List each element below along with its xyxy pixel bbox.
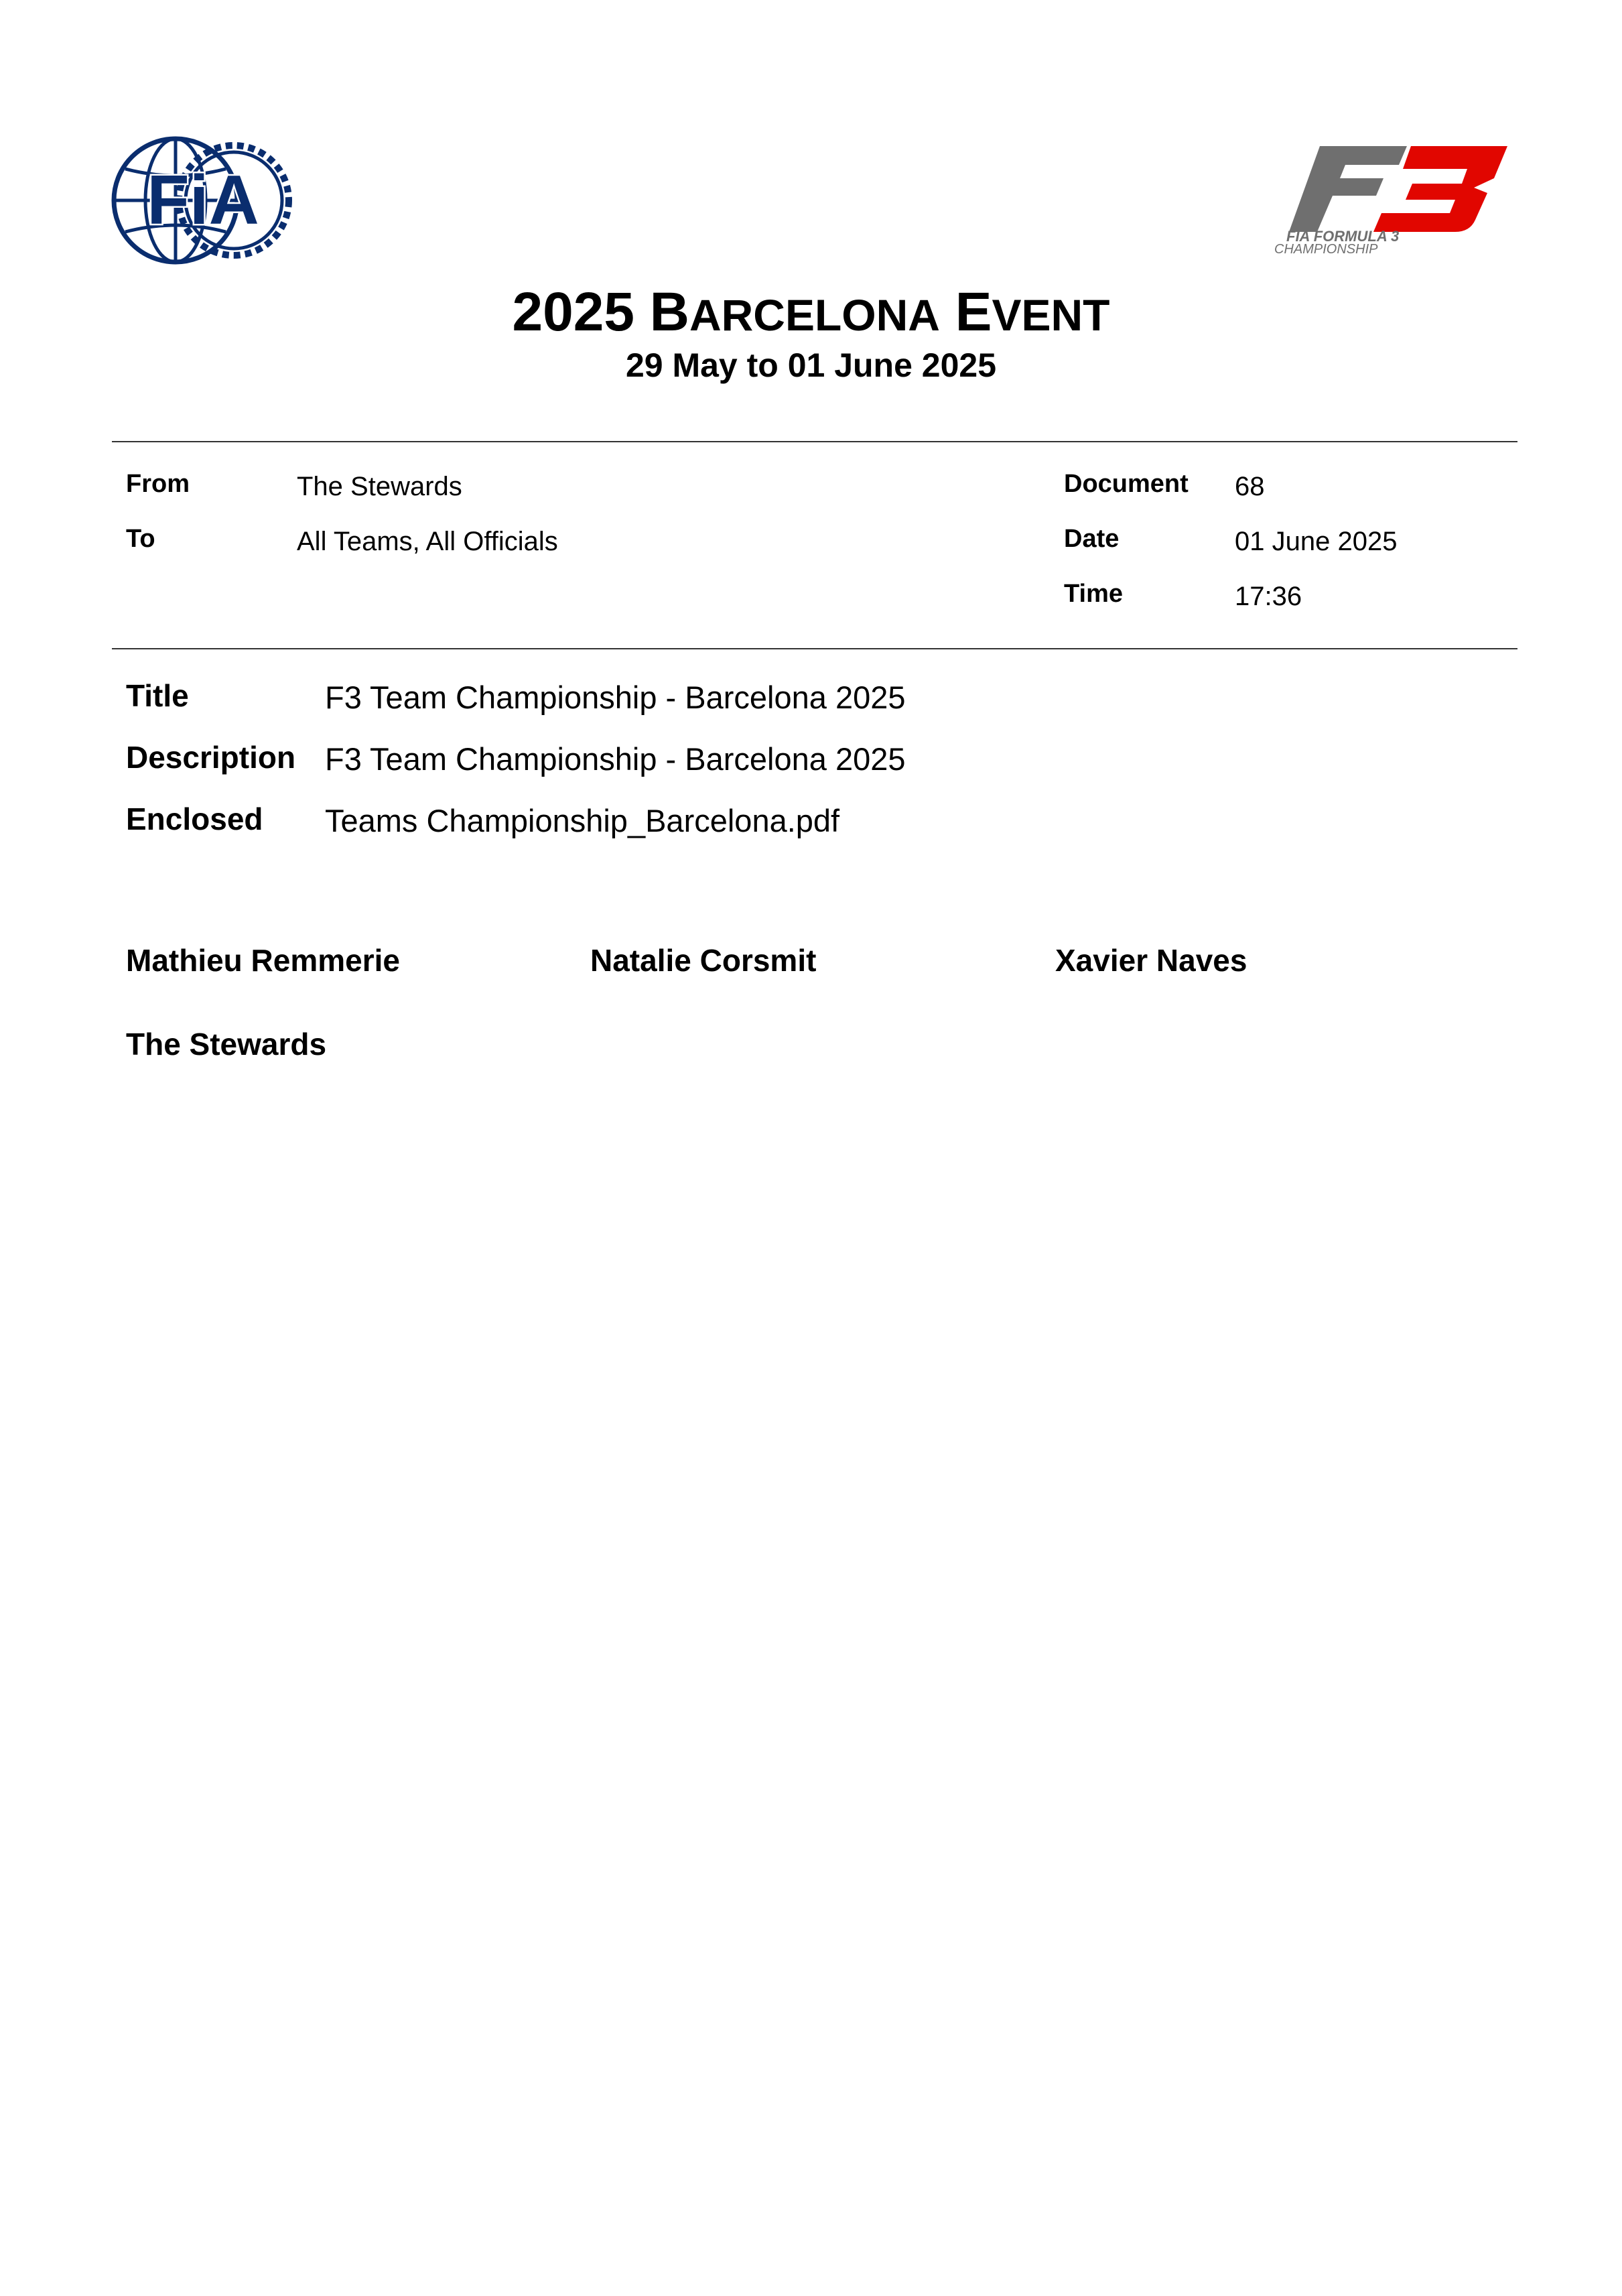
- f3-logo-line1: FIA FORMULA 3: [1286, 228, 1400, 245]
- enclosed-attachment[interactable]: Teams Championship_Barcelona.pdf: [325, 803, 840, 838]
- svg-text:FiA: FiA: [147, 162, 259, 239]
- event-year: 2025: [512, 281, 634, 342]
- document-number: 68: [1235, 472, 1265, 501]
- signatory-1: Mathieu Remmerie: [126, 943, 401, 978]
- date-value: 01 June 2025: [1235, 527, 1398, 556]
- fia-logo: [111, 135, 299, 265]
- to-value: All Teams, All Officials: [297, 527, 558, 556]
- time-value: 17:36: [1235, 582, 1302, 611]
- f3-logo-line2: CHAMPIONSHIP: [1274, 242, 1378, 253]
- date-label: Date: [1064, 525, 1120, 553]
- time-label: Time: [1064, 580, 1124, 608]
- to-label: To: [126, 525, 155, 553]
- signatory-3: Xavier Naves: [1055, 943, 1247, 978]
- from-value: The Stewards: [297, 472, 462, 501]
- bottom-divider: [112, 648, 1517, 649]
- description-label: Description: [126, 740, 296, 775]
- event-dates: 29 May to 01 June 2025: [625, 346, 997, 384]
- title-label: Title: [126, 678, 189, 713]
- from-label: From: [126, 470, 190, 498]
- event-title: 2025 BARCELONA EVENT: [512, 281, 1110, 342]
- description-value: F3 Team Championship - Barcelona 2025: [325, 741, 906, 777]
- title-value: F3 Team Championship - Barcelona 2025: [325, 680, 906, 715]
- signatory-2: Natalie Corsmit: [590, 943, 817, 978]
- top-divider: [112, 441, 1517, 442]
- document-label: Document: [1064, 470, 1189, 498]
- signed-by: The Stewards: [126, 1027, 327, 1062]
- enclosed-label: Enclosed: [126, 802, 263, 836]
- f3-championship-logo: [1273, 139, 1514, 253]
